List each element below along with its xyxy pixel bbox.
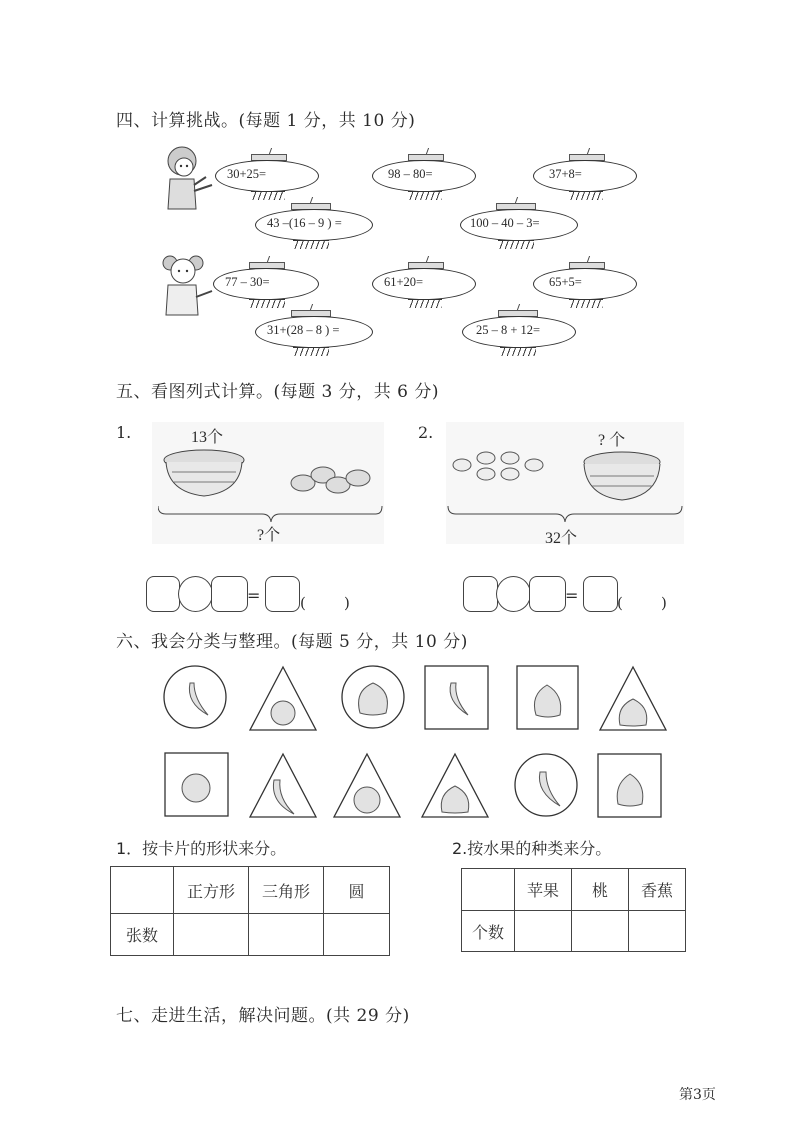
card-triangle-peach-2[interactable] [422,753,488,817]
cell-square-count[interactable] [174,914,249,956]
cell-triangle-count[interactable] [249,914,324,956]
problem-4[interactable]: 43 –(16 – 9 ) = [267,216,342,230]
label-13: 13个 [191,429,224,446]
section-5-title: 五、看图列式计算。(每题 3 分，共 6 分) [116,382,440,402]
section-7-title: 七、走进生活，解决问题。(共 29 分) [116,1006,410,1026]
header-circle: 圆 [324,867,390,914]
answer-box-2b[interactable] [529,576,566,612]
answer-box-1b[interactable] [211,576,248,612]
label-32: 32个 [545,530,578,547]
cell-banana-count[interactable] [629,911,686,952]
page-number: 第3页 [679,1087,716,1103]
card-triangle-apple[interactable] [250,665,316,729]
card-square-peach[interactable] [517,666,578,729]
equals-sign-2: = [565,586,579,605]
card-circle-peach[interactable] [341,665,403,727]
header-triangle: 三角形 [249,867,324,914]
boy-illustration-icon [160,143,218,211]
problem-2[interactable]: 98 – 80= [388,167,433,181]
problem-7[interactable]: 61+20= [384,275,424,289]
card-circle-banana-2[interactable] [515,754,577,816]
header-blank-2 [462,869,515,911]
q1-label: 1．按卡片的形状来分。 [116,839,287,858]
problem-3[interactable]: 37+8= [549,167,582,181]
section-4-title: 四、计算挑战。(每题 1 分，共 10 分) [116,111,416,131]
cell-peach-count[interactable] [572,911,629,952]
shape-count-table [110,866,390,956]
fruit-cards-row-1 [160,663,672,731]
answer-box-2c[interactable] [583,576,618,612]
problem-5[interactable]: 100 – 40 – 3= [470,216,540,230]
card-square-banana[interactable] [425,666,488,729]
fruit-count-table [461,868,686,952]
row-label-count: 张数 [111,914,174,956]
problem-8[interactable]: 65+5= [549,275,582,289]
q2-label: 2.按水果的种类来分。 [452,839,612,858]
answer-box-1a[interactable] [146,576,180,612]
problem-9[interactable]: 31+(28 – 8 ) = [267,323,340,337]
card-square-apple[interactable] [165,753,228,816]
problem-10[interactable]: 25 – 8 + 12= [476,323,541,337]
operator-circle-2[interactable] [496,576,531,612]
unit-paren-1[interactable]: ( ) [300,594,350,612]
header-banana: 香蕉 [629,869,686,911]
problem-5-2-number: 2. [418,423,434,442]
card-triangle-apple-2[interactable] [334,753,400,817]
card-square-peach-2[interactable] [598,754,661,817]
cell-apple-count[interactable] [515,911,572,952]
header-apple: 苹果 [515,869,572,911]
label-question-2: ? 个 [598,432,626,449]
header-blank [111,867,174,914]
equals-sign-1: = [247,586,261,605]
header-peach: 桃 [572,869,629,911]
operator-circle-1[interactable] [178,576,213,612]
answer-box-2a[interactable] [463,576,498,612]
header-square: 正方形 [174,867,249,914]
problem-1[interactable]: 30+25= [227,167,267,181]
unit-paren-2[interactable]: ( ) [617,594,667,612]
problem-5-1-number: 1. [116,423,132,442]
card-circle-banana[interactable] [163,665,225,727]
card-triangle-peach[interactable] [600,666,666,730]
row-label-quantity: 个数 [462,911,515,952]
card-triangle-banana[interactable] [250,753,316,817]
label-question-1: ?个 [257,527,281,544]
cell-circle-count[interactable] [324,914,390,956]
fruit-cards-row-2 [160,750,672,818]
answer-box-1c[interactable] [265,576,300,612]
section-6-title: 六、我会分类与整理。(每题 5 分，共 10 分) [116,632,468,652]
problem-6[interactable]: 77 – 30= [225,275,270,289]
girl-illustration-icon [160,253,218,317]
